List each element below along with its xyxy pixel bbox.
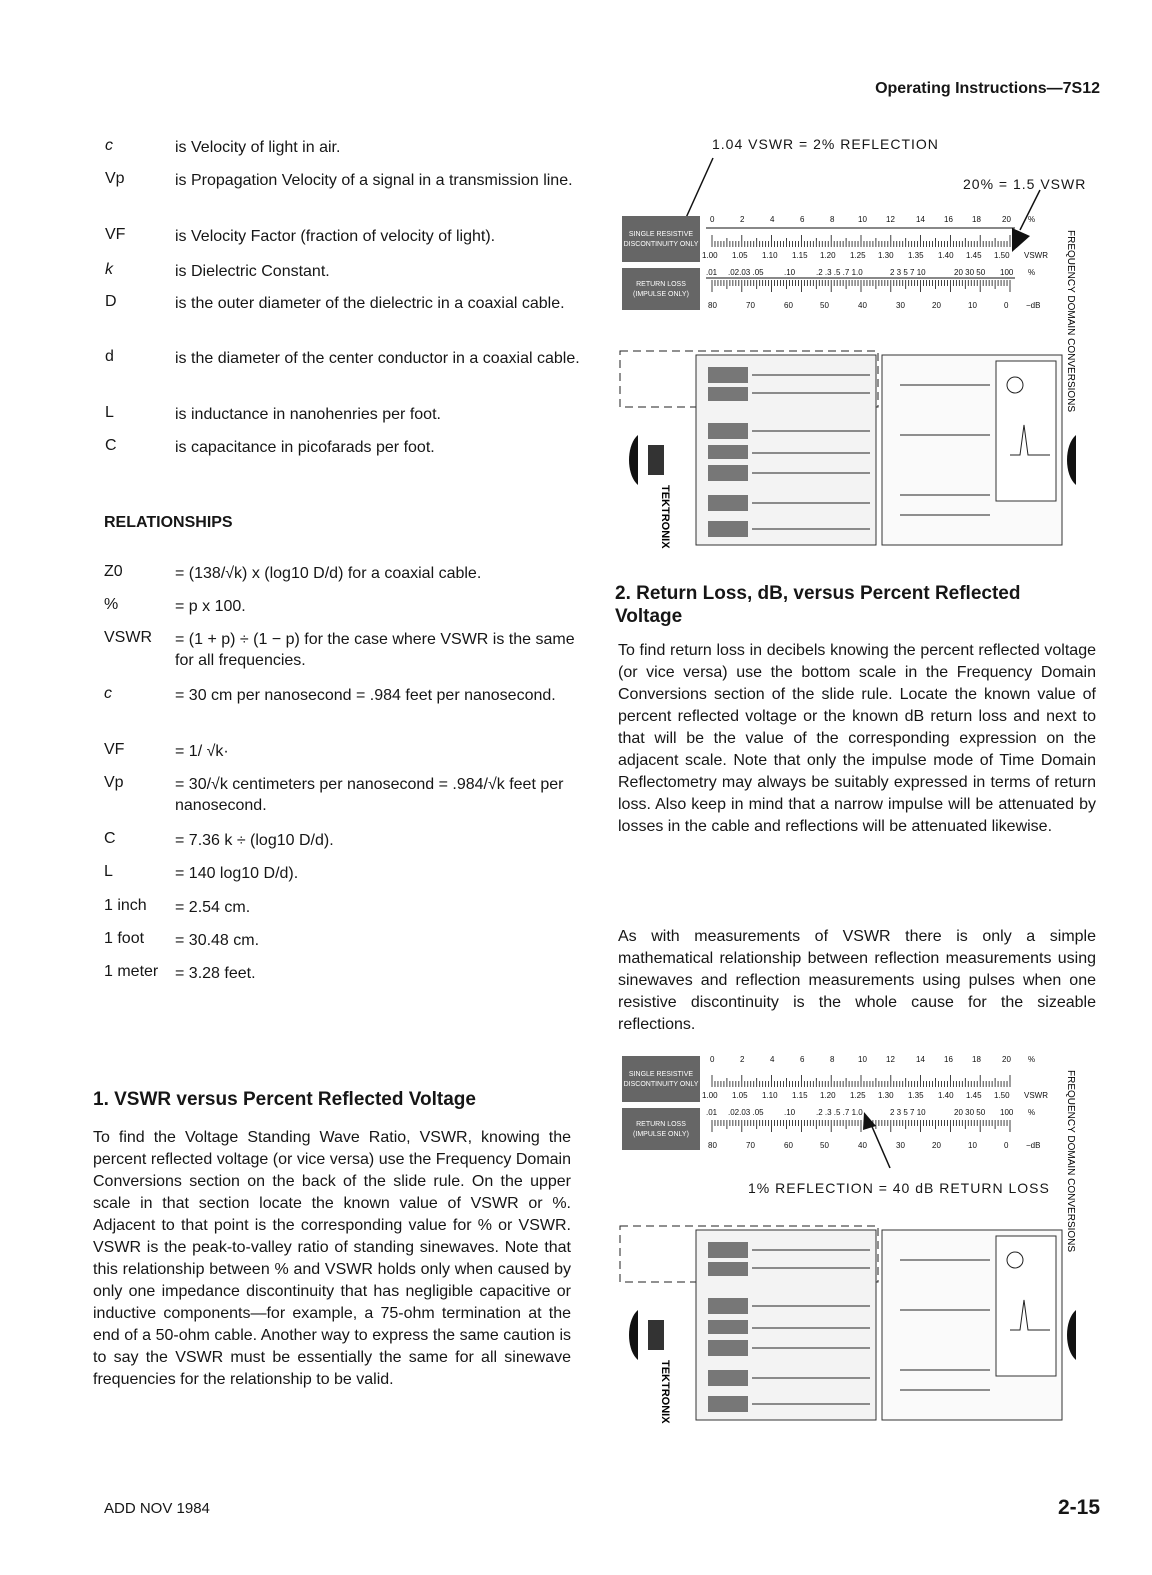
svg-text:1.20: 1.20 <box>820 1091 836 1100</box>
pointer-right-icon <box>1067 435 1076 485</box>
def-text: is the outer diameter of the dielectric in a coaxial cable. <box>175 295 565 312</box>
svg-text:20 30 50: 20 30 50 <box>954 268 986 277</box>
rel-symbol: C <box>104 830 116 847</box>
scale-label-block-2 <box>622 268 700 310</box>
figure-top-scale <box>620 150 1100 413</box>
svg-text:1.35: 1.35 <box>908 251 924 260</box>
svg-text:1.40: 1.40 <box>938 251 954 260</box>
rel-symbol: L <box>104 863 113 880</box>
svg-text:.2 .3 .5 .7 1.0: .2 .3 .5 .7 1.0 <box>816 268 863 277</box>
svg-text:2: 2 <box>740 215 745 224</box>
rel-symbol: VF <box>104 741 125 758</box>
section2-body-2: As with measurements of VSWR there is only a simple mathematical relationship between reflection measurements using sinewaves and reflection measurements using pulses when one resistive discontinuity is the whole cause for the sizeable reflections. <box>618 928 1096 1033</box>
figure-top-caption-1: 1.04 VSWR = 2% REFLECTION <box>712 136 939 152</box>
scale-side-label: FREQUENCY DOMAIN CONVERSIONS <box>1065 1070 1076 1253</box>
pointer-left-icon <box>629 435 638 485</box>
slide-rule-overview-bottom <box>620 1220 1080 1430</box>
svg-text:%: % <box>1028 1108 1036 1117</box>
svg-text:0: 0 <box>1004 301 1009 310</box>
rel-text: = (138/√k) x (log10 D/d) for a coaxial cable. <box>175 565 482 582</box>
def-text: is Velocity of light in air. <box>175 139 341 156</box>
def-text: is inductance in nanohenries per foot. <box>175 406 441 423</box>
svg-text:1.45: 1.45 <box>966 251 982 260</box>
rel-text: = (1 + p) ÷ (1 − p) for the case where VSWR is the same for all frequencies. <box>175 631 575 669</box>
svg-text:4: 4 <box>770 215 775 224</box>
section2-body-1: To find return loss in decibels knowing the percent reflected voltage (or vice versa) use the bottom scale in the Frequency Domain Conversions section of the slide rule. Locate the known value of percent reflected voltage or the known dB return loss and next to that will be the value of the corresponding expression on the adjacent scale. Note that only the impulse mode of Time Domain Reflectometry may always be suitably expressed in terms of return loss. Also keep in mind that a narrow impulse will be attenuated by losses in the cable and reflections will be attenuated likewise. <box>618 642 1096 835</box>
rel-symbol: Z0 <box>104 563 123 580</box>
brand-label: TEKTRONIX <box>659 485 671 549</box>
rel-symbol: 1 foot <box>104 930 145 947</box>
figure-bottom-caption: 1% REFLECTION = 40 dB RETURN LOSS <box>748 1180 1050 1196</box>
svg-text:(IMPULSE ONLY): (IMPULSE ONLY) <box>633 1131 689 1138</box>
svg-text:8: 8 <box>830 215 835 224</box>
pct2-label: .01 <box>706 268 718 277</box>
svg-text:30: 30 <box>896 301 905 310</box>
svg-text:10: 10 <box>858 1055 867 1064</box>
svg-text:.01: .01 <box>706 1108 718 1117</box>
svg-text:16: 16 <box>944 1055 953 1064</box>
svg-text:1.45: 1.45 <box>966 1091 982 1100</box>
rel-text: = 2.54 cm. <box>175 899 251 916</box>
svg-text:1.50: 1.50 <box>994 251 1010 260</box>
svg-text:1.10: 1.10 <box>762 1091 778 1100</box>
svg-text:1.05: 1.05 <box>732 251 748 260</box>
svg-text:18: 18 <box>972 1055 981 1064</box>
svg-text:14: 14 <box>916 215 925 224</box>
rel-symbol: 1 inch <box>104 897 147 914</box>
scale-side-label: FREQUENCY DOMAIN CONVERSIONS <box>1065 230 1076 413</box>
rel-text: = 30/√k centimeters per nanosecond = .984/√k feet per nanosecond. <box>175 776 564 814</box>
svg-text:60: 60 <box>784 1141 793 1150</box>
pointer-right-icon <box>1067 1310 1076 1360</box>
svg-text:30: 30 <box>896 1141 905 1150</box>
svg-text:10: 10 <box>858 215 867 224</box>
svg-text:1.25: 1.25 <box>850 251 866 260</box>
rel-text: = 30.48 cm. <box>175 932 260 949</box>
svg-text:(IMPULSE ONLY): (IMPULSE ONLY) <box>633 291 689 298</box>
arrow-1pct <box>870 1122 890 1168</box>
svg-text:1.10: 1.10 <box>762 251 778 260</box>
svg-text:.02.03 .05: .02.03 .05 <box>728 268 764 277</box>
def-symbol: c <box>105 137 113 154</box>
figure-top-caption-2: 20% = 1.5 VSWR <box>963 176 1087 192</box>
svg-text:2: 2 <box>740 1055 745 1064</box>
svg-text:1.25: 1.25 <box>850 1091 866 1100</box>
arrow-head-icon <box>863 1112 876 1130</box>
svg-text:80: 80 <box>708 1141 717 1150</box>
scale-label-1: SINGLE RESISTIVE <box>628 231 694 238</box>
section1-body: To find the Voltage Standing Wave Ratio, VSWR, knowing the percent reflected voltage (or vice versa) use the Frequency Domain Conversions section on the back of the slide rule. On the upper scale in that section locate the known value of VSWR or %. Adjacent to that point is the corresponding value for % or VSWR. VSWR is the peak-to-valley ratio of standing sinewaves. Note that this relationship between % and VSWR holds only when caused by only one impedance discontinuity that has negligible capacitive or inductive components—for example, a 75-ohm termination at the end of a 50-ohm cable. Another way to express the same caution is to say the VSWR must be essentially the same for all sinewave frequencies for the relationship to be valid. <box>93 1129 571 1388</box>
svg-text:1.05: 1.05 <box>732 1091 748 1100</box>
svg-text:70: 70 <box>746 301 755 310</box>
svg-text:DISCONTINUITY ONLY: DISCONTINUITY ONLY <box>623 1081 699 1088</box>
brand-label: TEKTRONIX <box>659 1360 671 1424</box>
def-symbol: k <box>105 261 113 278</box>
arrow-head-icon <box>1012 228 1030 252</box>
rel-symbol: VSWR <box>104 629 152 646</box>
def-text: is the diameter of the center conductor in a coaxial cable. <box>175 350 580 367</box>
svg-text:50: 50 <box>820 1141 829 1150</box>
pointer-left-icon <box>629 1310 638 1360</box>
svg-text:20: 20 <box>932 301 941 310</box>
svg-text:1.40: 1.40 <box>938 1091 954 1100</box>
svg-text:.02.03 .05: .02.03 .05 <box>728 1108 764 1117</box>
svg-text:DISCONTINUITY ONLY: DISCONTINUITY ONLY <box>623 241 699 248</box>
svg-text:50: 50 <box>820 301 829 310</box>
def-text: is Velocity Factor (fraction of velocity of light). <box>175 228 496 245</box>
svg-text:−dB: −dB <box>1026 1141 1041 1150</box>
def-text: is Propagation Velocity of a signal in a transmission line. <box>175 172 573 189</box>
rel-symbol: % <box>104 596 119 613</box>
def-symbol: L <box>105 404 114 421</box>
svg-text:0: 0 <box>1004 1141 1009 1150</box>
db-label: 80 <box>708 301 717 310</box>
rel-text: = 140 log10 D/d). <box>175 865 299 882</box>
def-symbol: D <box>105 293 117 310</box>
svg-text:6: 6 <box>800 215 805 224</box>
svg-text:%: % <box>1028 268 1036 277</box>
page-number: 2-15 <box>1057 1496 1100 1519</box>
svg-text:.2 .3 .5 .7 1.0: .2 .3 .5 .7 1.0 <box>816 1108 863 1117</box>
rel-text: = p x 100. <box>175 598 246 615</box>
svg-text:1.20: 1.20 <box>820 251 836 260</box>
scale-label-1: SINGLE RESISTIVE <box>628 1071 694 1078</box>
svg-text:100: 100 <box>1000 268 1014 277</box>
svg-text:40: 40 <box>858 1141 867 1150</box>
section2-heading: 2. Return Loss, dB, versus Percent Reflected Voltage <box>615 583 1021 627</box>
svg-text:20: 20 <box>1002 1055 1011 1064</box>
svg-text:4: 4 <box>770 1055 775 1064</box>
def-text: is capacitance in picofarads per foot. <box>175 439 435 456</box>
rel-text: = 7.36 k ÷ (log10 D/d). <box>175 832 334 849</box>
svg-text:−dB: −dB <box>1026 301 1041 310</box>
svg-text:1.50: 1.50 <box>994 1091 1010 1100</box>
svg-text:20: 20 <box>1002 215 1011 224</box>
svg-text:10: 10 <box>968 301 977 310</box>
arrow-2pct <box>685 158 713 220</box>
svg-text:1.15: 1.15 <box>792 251 808 260</box>
svg-text:60: 60 <box>784 301 793 310</box>
svg-text:1.30: 1.30 <box>878 1091 894 1100</box>
svg-text:VSWR: VSWR <box>1024 1091 1048 1100</box>
rel-text: = 1/ √k· <box>175 743 229 760</box>
def-text: is Dielectric Constant. <box>175 263 330 280</box>
rel-symbol: c <box>104 685 112 702</box>
scale-label-2: RETURN LOSS <box>636 281 686 288</box>
svg-text:1.15: 1.15 <box>792 1091 808 1100</box>
scale-label-block-1 <box>622 216 700 262</box>
svg-text:12: 12 <box>886 215 895 224</box>
svg-text:12: 12 <box>886 1055 895 1064</box>
rel-text: = 3.28 feet. <box>175 965 256 982</box>
def-symbol: VF <box>105 226 126 243</box>
svg-text:%: % <box>1028 215 1036 224</box>
relationships-heading: RELATIONSHIPS <box>104 514 233 531</box>
svg-text:6: 6 <box>800 1055 805 1064</box>
pct-label: 0 <box>710 215 715 224</box>
svg-text:40: 40 <box>858 301 867 310</box>
def-symbol: Vp <box>105 170 125 187</box>
scale-label-2: RETURN LOSS <box>636 1121 686 1128</box>
svg-text:2 3 5 7 10: 2 3 5 7 10 <box>890 268 926 277</box>
vswr-label: 1.00 <box>702 251 718 260</box>
svg-text:16: 16 <box>944 215 953 224</box>
svg-text:20: 20 <box>932 1141 941 1150</box>
svg-text:0: 0 <box>710 1055 715 1064</box>
section1-heading: 1. VSWR versus Percent Reflected Voltage <box>93 1089 476 1110</box>
running-header: Operating Instructions—7S12 <box>875 80 1100 97</box>
svg-text:.10: .10 <box>784 1108 796 1117</box>
rel-symbol: Vp <box>104 774 124 791</box>
svg-text:10: 10 <box>968 1141 977 1150</box>
footer-date: ADD NOV 1984 <box>104 1500 210 1517</box>
svg-text:.10: .10 <box>784 268 796 277</box>
svg-text:20 30 50: 20 30 50 <box>954 1108 986 1117</box>
svg-text:VSWR: VSWR <box>1024 251 1048 260</box>
rel-text: = 30 cm per nanosecond = .984 feet per nanosecond. <box>175 687 556 704</box>
svg-text:14: 14 <box>916 1055 925 1064</box>
def-symbol: d <box>105 348 114 365</box>
svg-text:%: % <box>1028 1055 1036 1064</box>
svg-text:18: 18 <box>972 215 981 224</box>
svg-text:100: 100 <box>1000 1108 1014 1117</box>
arrow-20pct <box>1020 190 1040 230</box>
def-symbol: C <box>105 437 117 454</box>
slide-rule-overview-top <box>620 345 1080 550</box>
svg-text:1.00: 1.00 <box>702 1091 718 1100</box>
rel-symbol: 1 meter <box>104 963 159 980</box>
svg-text:1.30: 1.30 <box>878 251 894 260</box>
svg-text:1.35: 1.35 <box>908 1091 924 1100</box>
svg-text:70: 70 <box>746 1141 755 1150</box>
svg-text:2 3 5 7 10: 2 3 5 7 10 <box>890 1108 926 1117</box>
svg-text:8: 8 <box>830 1055 835 1064</box>
